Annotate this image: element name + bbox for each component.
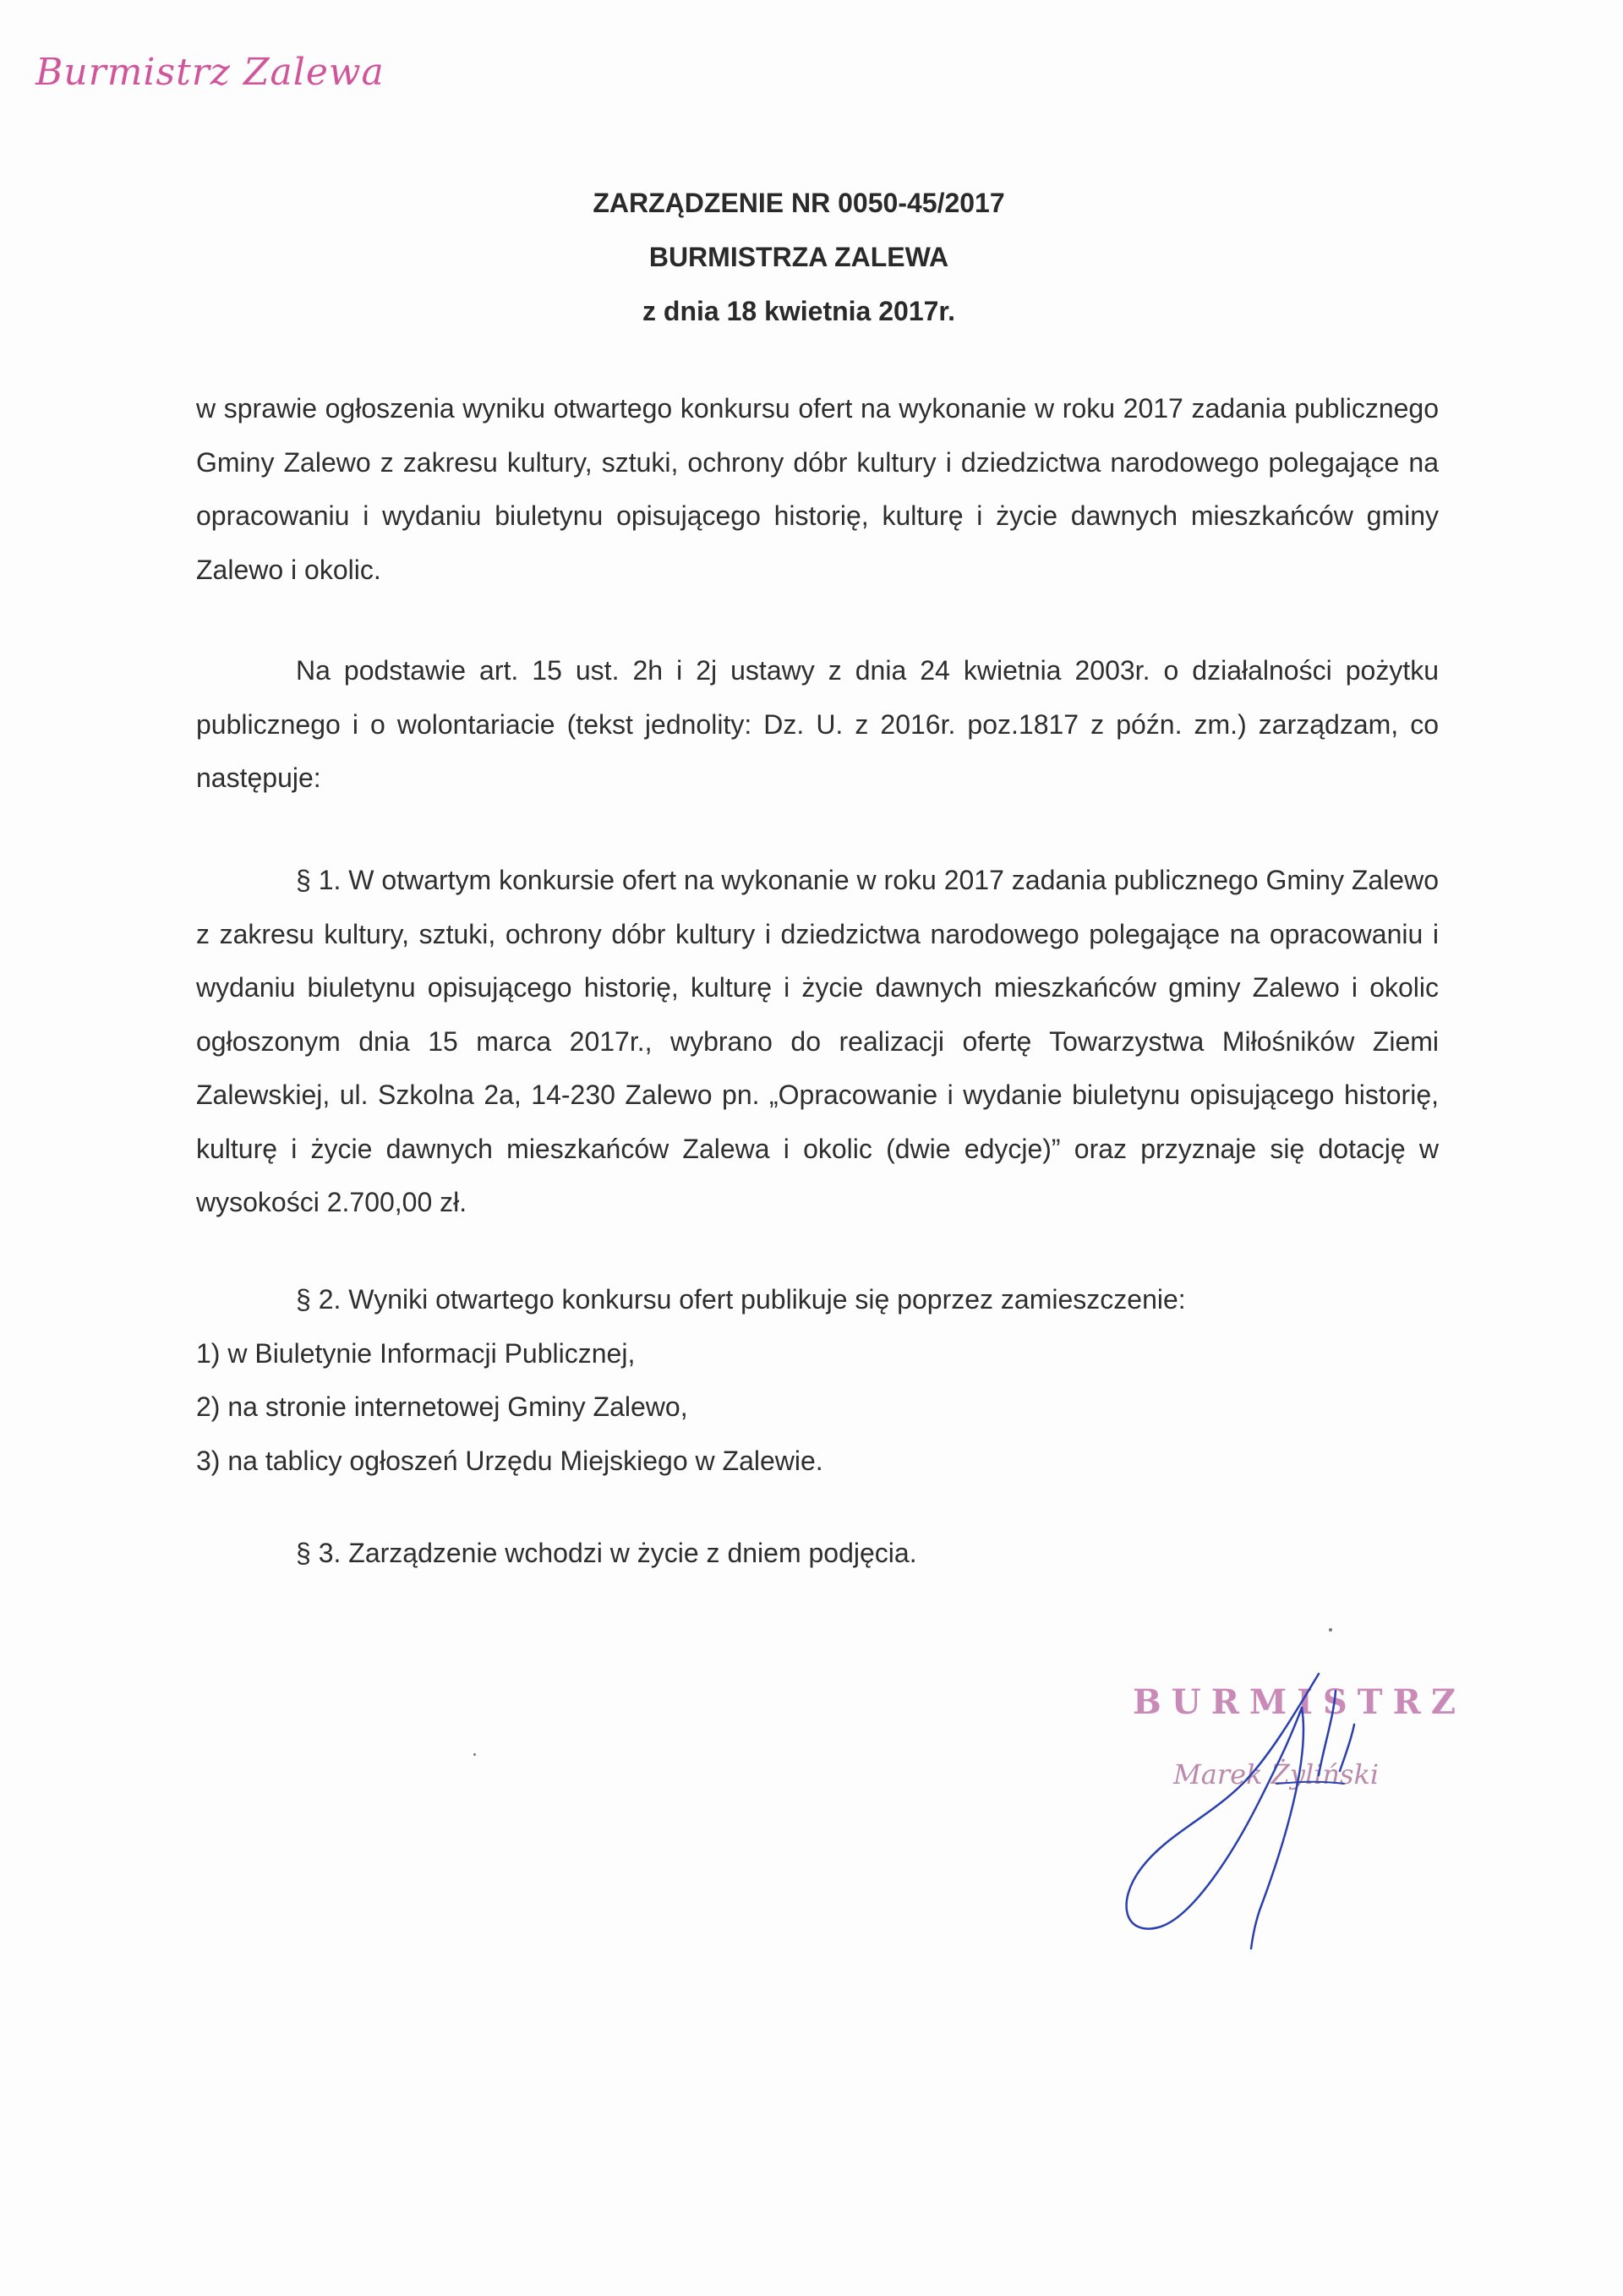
list-item: 2) na stronie internetowej Gminy Zalewo, bbox=[196, 1391, 688, 1422]
scan-speck bbox=[473, 1753, 476, 1756]
list-item: 1) w Biuletynie Informacji Publicznej, bbox=[196, 1337, 636, 1369]
scan-speck bbox=[1329, 1628, 1332, 1632]
letterhead: Burmistrz Zalewa bbox=[36, 51, 385, 94]
section-1-paragraph: § 1. W otwartym konkursie ofert na wykonanie w roku 2017 zadania publicznego Gminy Zalewo z zakresu kultury, sztuki, ochrony dóbr kultury i dziedzictwa narodowego polegające na opracowaniu i wydaniu biuletynu opisującego historię, kulturę i życie dawnych mieszkańców gminy Zalewo i okolic ogłoszonym dnia 15 marca 2017r., wybrano do realizacji ofertę Towarzystwa Miłośników Ziemi Zalewskiej, ul. Szkolna 2a, 14-230 Zalewo pn. „Opracowanie i wydanie biuletynu opisującego historię, kulturę i życie dawnych mieszkańców Zalewa i okolic (dwie edycje)” oraz przyznaje się dotację w wysokości 2.700,00 zł. bbox=[196, 865, 1439, 1217]
handwritten-signature bbox=[1065, 1657, 1420, 1961]
title-line-3: z dnia 18 kwietnia 2017r. bbox=[642, 296, 955, 326]
official-stamp-title: BURMISTRZ bbox=[1133, 1682, 1467, 1722]
title-line-2: BURMISTRZA ZALEWA bbox=[648, 242, 949, 272]
legal-basis-paragraph: Na podstawie art. 15 ust. 2h i 2j ustawy z dnia 24 kwietnia 2003r. o działalności pożytku publicznego i o wolontariacie (tekst jednolity: Dz. U. z 2016r. poz.1817 z późn. zm.) zarządzam, co następuje: bbox=[196, 655, 1439, 793]
list-item: 3) na tablicy ogłoszeń Urzędu Miejskiego w Zalewie. bbox=[196, 1445, 823, 1476]
official-stamp-name: Marek Żyliński bbox=[1173, 1758, 1380, 1790]
section-2-intro: § 2. Wyniki otwartego konkursu ofert publikuje się poprzez zamieszczenie: bbox=[296, 1284, 1186, 1315]
subject-paragraph: w sprawie ogłoszenia wyniku otwartego konkursu ofert na wykonanie w roku 2017 zadania publicznego Gminy Zalewo z zakresu kultury, sztuki, ochrony dóbr kultury i dziedzictwa narodowego polegające na opracowaniu i wydaniu biuletynu opisującego historię, kulturę i życie dawnych mieszkańców gminy Zalewo i okolic. bbox=[196, 393, 1439, 585]
section-2-paragraph bbox=[196, 1273, 1439, 1488]
document-title bbox=[0, 176, 1623, 338]
section-3-paragraph: § 3. Zarządzenie wchodzi w życie z dniem podjęcia. bbox=[296, 1538, 917, 1568]
title-line-1: ZARZĄDZENIE NR 0050-45/2017 bbox=[593, 188, 1005, 218]
